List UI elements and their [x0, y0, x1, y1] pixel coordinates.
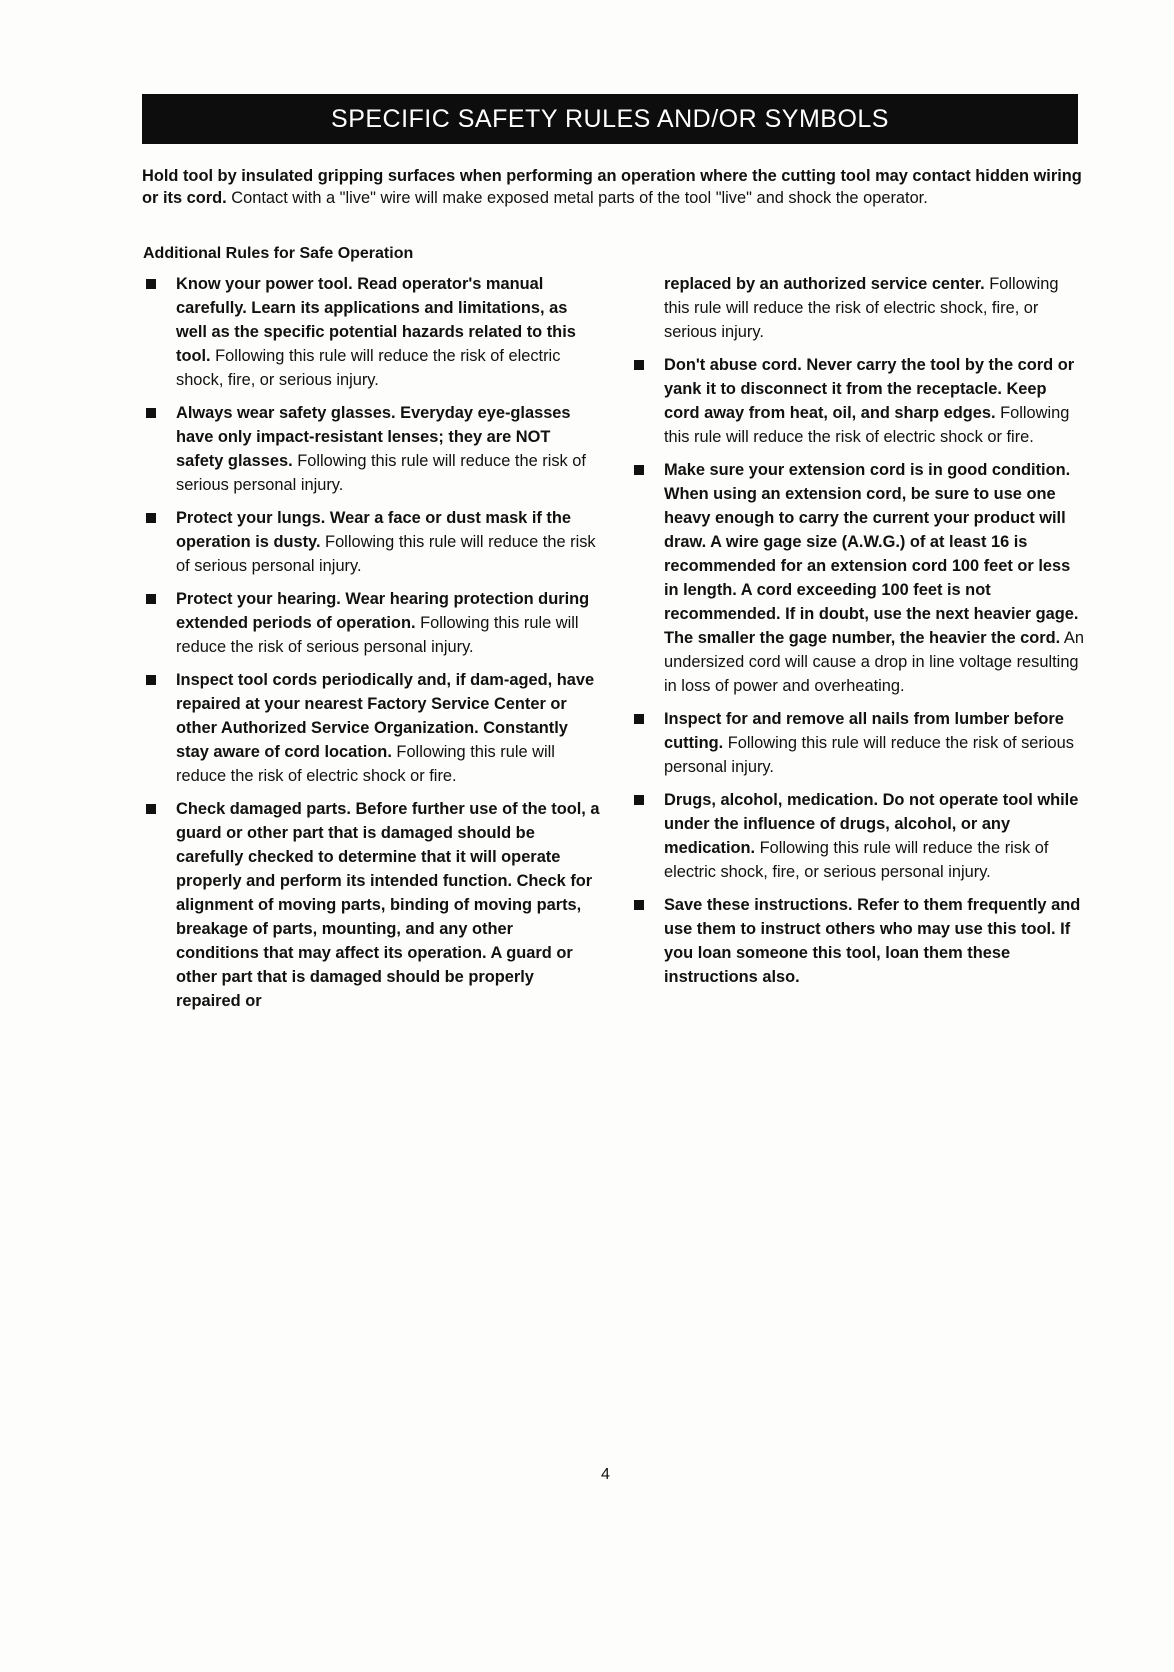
rule-item [142, 587, 600, 659]
rule-text: An undersized cord will cause a drop in line voltage resulting in loss of power and overheating. [664, 629, 1084, 695]
rule-continuation [630, 272, 1086, 344]
square-bullet-icon [634, 795, 644, 805]
rule-text: Following this rule will reduce the risk of serious personal injury. [176, 614, 579, 656]
rule-text: Following this rule will reduce the risk of electric shock or fire. [176, 743, 555, 785]
rule-bold: Drugs, alcohol, medication. Do not operate tool while under the influence of drugs, alcohol, or any medication. [664, 791, 1079, 857]
square-bullet-icon [146, 408, 156, 418]
rule-text: Following this rule will reduce the risk of electric shock, fire, or serious injury. [664, 275, 1059, 341]
square-bullet-icon [146, 675, 156, 685]
rule-bold: Protect your lungs. Wear a face or dust mask if the operation is dusty. [176, 509, 571, 551]
rule-item [630, 353, 1086, 449]
intro-text: Contact with a "live" wire will make exposed metal parts of the tool "live" and shock the operator. [226, 189, 928, 207]
additional-rules-heading: Additional Rules for Safe Operation [143, 245, 414, 262]
section-title: SPECIFIC SAFETY RULES AND/OR SYMBOLS [331, 104, 889, 133]
rule-bold: Check damaged parts. Before further use of the tool, a guard or other part that is damaged should be carefully checked to determine that it will operate properly and perform its intended function. Check for alignment of moving parts, binding of moving parts, breakage of parts, mounting, and any other conditions that may affect its operation. A guard or other part that is damaged should be properly repaired or [176, 800, 600, 1010]
square-bullet-icon [634, 465, 644, 475]
page-number: 4 [601, 1466, 610, 1483]
rule-text: Following this rule will reduce the risk of electric shock, fire, or serious personal injury. [664, 839, 1049, 881]
rule-bold: Inspect for and remove all nails from lumber before cutting. [664, 710, 1064, 752]
rule-text: Following this rule will reduce the risk of electric shock or fire. [664, 404, 1070, 446]
rule-item [142, 668, 600, 788]
square-bullet-icon [146, 594, 156, 604]
rule-item [142, 797, 600, 1013]
rule-item [142, 506, 600, 578]
rule-text: Following this rule will reduce the risk of serious personal injury. [176, 452, 586, 494]
rule-bold: replaced by an authorized service center. [664, 275, 985, 293]
rule-text: Following this rule will reduce the risk of serious personal injury. [176, 533, 596, 575]
rule-text: Following this rule will reduce the risk of electric shock, fire, or serious injury. [176, 347, 561, 389]
intro-bold: Hold tool by insulated gripping surfaces when performing an operation where the cutting tool may contact hidden wiring or its cord. [142, 167, 1082, 207]
left-column [142, 272, 600, 1022]
right-column [630, 272, 1086, 998]
rule-bold: Protect your hearing. Wear hearing protection during extended periods of operation. [176, 590, 590, 632]
rule-bold: Inspect tool cords periodically and, if dam-aged, have repaired at your nearest Factory Service Center or other Authorized Service Organization. Constantly stay aware of cord location. [176, 671, 595, 761]
square-bullet-icon [634, 714, 644, 724]
square-bullet-icon [146, 513, 156, 523]
rule-bold: Always wear safety glasses. Everyday eye-glasses have only impact-resistant lenses; they are NOT safety glasses. [176, 404, 571, 470]
rule-bold: Know your power tool. Read operator's manual carefully. Learn its applications and limitations, as well as the specific potential hazards related to this tool. [176, 275, 576, 365]
square-bullet-icon [634, 360, 644, 370]
square-bullet-icon [146, 804, 156, 814]
rule-item [630, 458, 1086, 698]
rule-text: Following this rule will reduce the risk of serious personal injury. [664, 734, 1074, 776]
rule-bold: Don't abuse cord. Never carry the tool by the cord or yank it to disconnect it from the receptacle. Keep cord away from heat, oil, and sharp edges. [664, 356, 1075, 422]
rule-item [630, 788, 1086, 884]
rule-item [142, 401, 600, 497]
rule-bold: Make sure your extension cord is in good condition. When using an extension cord, be sure to use one heavy enough to carry the current your product will draw. A wire gage size (A.W.G.) of at least 16 is recommended for an extension cord 100 feet or less in length. A cord exceeding 100 feet is not recommended. If in doubt, use the next heavier gage. The smaller the gage number, the heavier the cord. [664, 461, 1079, 647]
rule-item [142, 272, 600, 392]
rule-bold: Save these instructions. Refer to them frequently and use them to instruct others who may use this tool. If you loan someone this tool, loan them these instructions also. [664, 896, 1081, 986]
intro-paragraph [142, 165, 1082, 209]
rule-item [630, 707, 1086, 779]
square-bullet-icon [634, 900, 644, 910]
square-bullet-icon [146, 279, 156, 289]
section-title-banner [142, 94, 1078, 144]
rule-item [630, 893, 1086, 989]
